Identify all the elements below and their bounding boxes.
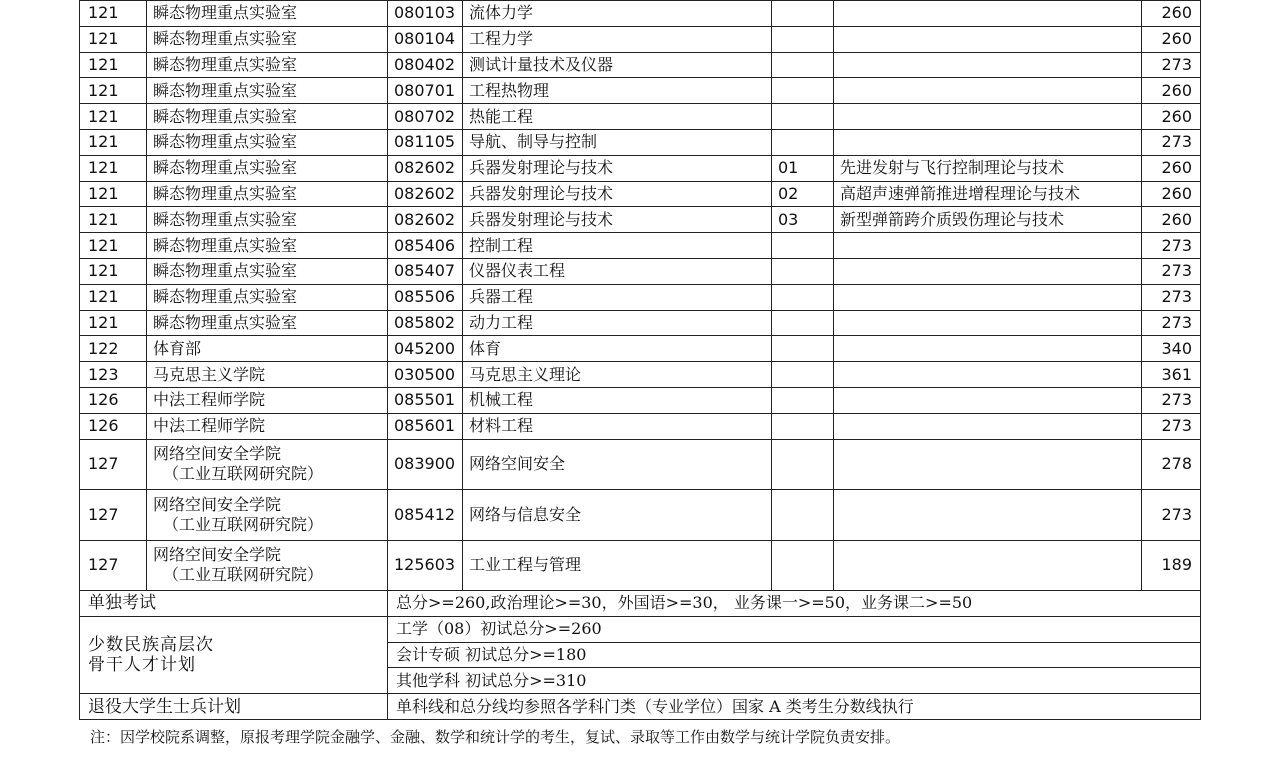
major-code: 085406 xyxy=(388,233,463,259)
unit-code: 121 xyxy=(80,78,147,104)
unit-name-line1: 网络空间安全学院 xyxy=(153,494,282,514)
minority-label-line1: 少数民族高层次 xyxy=(88,635,214,656)
direction-name xyxy=(834,233,1142,259)
score: 340 xyxy=(1142,336,1201,362)
table-row xyxy=(80,78,1201,104)
direction-name xyxy=(834,129,1142,155)
major-code: 085506 xyxy=(388,284,463,310)
table-row xyxy=(80,26,1201,52)
major-code: 085407 xyxy=(388,258,463,284)
major-name: 兵器工程 xyxy=(463,284,772,310)
major-code: 080701 xyxy=(388,78,463,104)
table-row xyxy=(80,336,1201,362)
unit-name: 瞬态物理重点实验室 xyxy=(147,233,388,259)
unit-code: 122 xyxy=(80,336,147,362)
table-row xyxy=(80,387,1201,413)
major-code: 085501 xyxy=(388,387,463,413)
table-row xyxy=(80,207,1201,233)
direction-code xyxy=(772,540,834,591)
major-code: 082602 xyxy=(388,207,463,233)
major-code: 082602 xyxy=(388,181,463,207)
score: 273 xyxy=(1142,258,1201,284)
major-name: 网络与信息安全 xyxy=(463,490,772,541)
unit-name: 体育部 xyxy=(147,336,388,362)
direction-name xyxy=(834,258,1142,284)
unit-code: 121 xyxy=(80,26,147,52)
major-code: 083900 xyxy=(388,439,463,490)
major-code: 085412 xyxy=(388,490,463,541)
unit-code: 121 xyxy=(80,129,147,155)
score: 260 xyxy=(1142,207,1201,233)
major-name: 仪器仪表工程 xyxy=(463,258,772,284)
direction-name xyxy=(834,362,1142,388)
unit-name: 瞬态物理重点实验室 xyxy=(147,207,388,233)
direction-name xyxy=(834,1,1142,27)
minority-label xyxy=(80,616,388,693)
major-name: 热能工程 xyxy=(463,104,772,130)
unit-code: 121 xyxy=(80,258,147,284)
score: 361 xyxy=(1142,362,1201,388)
unit-code: 123 xyxy=(80,362,147,388)
unit-name: 瞬态物理重点实验室 xyxy=(147,129,388,155)
table-row xyxy=(80,540,1201,591)
unit-name: 瞬态物理重点实验室 xyxy=(147,284,388,310)
major-code: 030500 xyxy=(388,362,463,388)
direction-name xyxy=(834,413,1142,439)
direction-code xyxy=(772,26,834,52)
major-code: 085802 xyxy=(388,310,463,336)
major-code: 125603 xyxy=(388,540,463,591)
score: 260 xyxy=(1142,1,1201,27)
direction-code xyxy=(772,362,834,388)
direction-code: 03 xyxy=(772,207,834,233)
score: 273 xyxy=(1142,129,1201,155)
separate-exam-row xyxy=(80,591,1201,617)
table-row xyxy=(80,490,1201,541)
table-row xyxy=(80,439,1201,490)
direction-code xyxy=(772,1,834,27)
major-code: 080402 xyxy=(388,52,463,78)
direction-code xyxy=(772,490,834,541)
direction-name xyxy=(834,439,1142,490)
major-code: 045200 xyxy=(388,336,463,362)
unit-name: 中法工程师学院 xyxy=(147,413,388,439)
table-row xyxy=(80,413,1201,439)
major-name: 材料工程 xyxy=(463,413,772,439)
score: 260 xyxy=(1142,104,1201,130)
unit-name: 瞬态物理重点实验室 xyxy=(147,52,388,78)
direction-code xyxy=(772,78,834,104)
unit-code: 127 xyxy=(80,490,147,541)
unit-code: 126 xyxy=(80,413,147,439)
major-code: 080702 xyxy=(388,104,463,130)
direction-name xyxy=(834,387,1142,413)
direction-name: 先进发射与飞行控制理论与技术 xyxy=(834,155,1142,181)
major-name: 工程力学 xyxy=(463,26,772,52)
score: 260 xyxy=(1142,78,1201,104)
score-table-body xyxy=(80,1,1201,720)
major-code: 080104 xyxy=(388,26,463,52)
unit-name: 中法工程师学院 xyxy=(147,387,388,413)
direction-code: 02 xyxy=(772,181,834,207)
unit-name-line2: （工业互联网研究院） xyxy=(163,514,324,534)
table-row xyxy=(80,52,1201,78)
table-row xyxy=(80,310,1201,336)
direction-code xyxy=(772,233,834,259)
direction-code xyxy=(772,439,834,490)
score: 260 xyxy=(1142,155,1201,181)
table-row xyxy=(80,181,1201,207)
major-code: 080103 xyxy=(388,1,463,27)
direction-name xyxy=(834,284,1142,310)
unit-name: 马克思主义学院 xyxy=(147,362,388,388)
direction-name xyxy=(834,336,1142,362)
major-name: 测试计量技术及仪器 xyxy=(463,52,772,78)
minority-label-line2: 骨干人才计划 xyxy=(88,655,196,676)
direction-code xyxy=(772,104,834,130)
direction-name xyxy=(834,540,1142,591)
major-name: 工业工程与管理 xyxy=(463,540,772,591)
unit-code: 121 xyxy=(80,52,147,78)
major-name: 兵器发射理论与技术 xyxy=(463,181,772,207)
veteran-row xyxy=(80,694,1201,720)
direction-code xyxy=(772,52,834,78)
unit-name: 瞬态物理重点实验室 xyxy=(147,155,388,181)
table-row xyxy=(80,1,1201,27)
major-name: 动力工程 xyxy=(463,310,772,336)
table-row xyxy=(80,233,1201,259)
score: 260 xyxy=(1142,181,1201,207)
score: 260 xyxy=(1142,26,1201,52)
score-line-table xyxy=(79,0,1201,720)
unit-name: 瞬态物理重点实验室 xyxy=(147,181,388,207)
unit-name-line1: 网络空间安全学院 xyxy=(153,444,282,464)
score: 273 xyxy=(1142,387,1201,413)
minority-rule: 工学（08）初试总分>=260 xyxy=(388,616,1201,642)
major-name: 兵器发射理论与技术 xyxy=(463,207,772,233)
major-code: 082602 xyxy=(388,155,463,181)
direction-code xyxy=(772,387,834,413)
separate-exam-rule: 总分>=260,政治理论>=30，外国语>=30， 业务课一>=50，业务课二>=50 xyxy=(388,591,1201,617)
unit-code: 121 xyxy=(80,310,147,336)
unit-code: 121 xyxy=(80,104,147,130)
direction-code xyxy=(772,284,834,310)
unit-name-line1: 网络空间安全学院 xyxy=(153,545,282,565)
table-row xyxy=(80,104,1201,130)
table-row xyxy=(80,258,1201,284)
score: 273 xyxy=(1142,310,1201,336)
direction-name xyxy=(834,104,1142,130)
direction-code xyxy=(772,336,834,362)
unit-name: 瞬态物理重点实验室 xyxy=(147,78,388,104)
score: 273 xyxy=(1142,52,1201,78)
major-name: 导航、制导与控制 xyxy=(463,129,772,155)
unit-code: 127 xyxy=(80,439,147,490)
major-name: 控制工程 xyxy=(463,233,772,259)
major-name: 兵器发射理论与技术 xyxy=(463,155,772,181)
major-name: 马克思主义理论 xyxy=(463,362,772,388)
unit-name: 瞬态物理重点实验室 xyxy=(147,310,388,336)
unit-code: 121 xyxy=(80,181,147,207)
direction-name xyxy=(834,78,1142,104)
direction-code xyxy=(772,310,834,336)
minority-rule: 其他学科 初试总分>=310 xyxy=(388,668,1201,694)
direction-code xyxy=(772,413,834,439)
table-row xyxy=(80,155,1201,181)
score: 278 xyxy=(1142,439,1201,490)
table-row xyxy=(80,284,1201,310)
direction-code: 01 xyxy=(772,155,834,181)
unit-code: 121 xyxy=(80,1,147,27)
minority-rule: 会计专硕 初试总分>=180 xyxy=(388,642,1201,668)
major-name: 体育 xyxy=(463,336,772,362)
score: 273 xyxy=(1142,413,1201,439)
direction-name xyxy=(834,52,1142,78)
major-code: 085601 xyxy=(388,413,463,439)
unit-name: 瞬态物理重点实验室 xyxy=(147,104,388,130)
table-row xyxy=(80,362,1201,388)
unit-code: 121 xyxy=(80,207,147,233)
score: 273 xyxy=(1142,284,1201,310)
major-name: 工程热物理 xyxy=(463,78,772,104)
direction-name: 高超声速弹箭推进增程理论与技术 xyxy=(834,181,1142,207)
major-name: 网络空间安全 xyxy=(463,439,772,490)
veteran-rule: 单科线和总分线均参照各学科门类（专业学位）国家 A 类考生分数线执行 xyxy=(388,694,1201,720)
veteran-label: 退役大学生士兵计划 xyxy=(80,694,388,720)
major-name: 机械工程 xyxy=(463,387,772,413)
direction-code xyxy=(772,258,834,284)
unit-name: 瞬态物理重点实验室 xyxy=(147,26,388,52)
direction-name: 新型弹箭跨介质毁伤理论与技术 xyxy=(834,207,1142,233)
unit-name xyxy=(147,439,388,490)
major-name: 流体力学 xyxy=(463,1,772,27)
major-code: 081105 xyxy=(388,129,463,155)
unit-code: 127 xyxy=(80,540,147,591)
direction-code xyxy=(772,129,834,155)
unit-code: 126 xyxy=(80,387,147,413)
unit-code: 121 xyxy=(80,284,147,310)
unit-name xyxy=(147,540,388,591)
score: 189 xyxy=(1142,540,1201,591)
direction-name xyxy=(834,490,1142,541)
unit-name-line2: （工业互联网研究院） xyxy=(163,565,324,585)
direction-name xyxy=(834,310,1142,336)
score: 273 xyxy=(1142,490,1201,541)
minority-row xyxy=(80,616,1201,642)
unit-code: 121 xyxy=(80,155,147,181)
table-row xyxy=(80,129,1201,155)
direction-name xyxy=(834,26,1142,52)
unit-name: 瞬态物理重点实验室 xyxy=(147,1,388,27)
unit-name: 瞬态物理重点实验室 xyxy=(147,258,388,284)
unit-name xyxy=(147,490,388,541)
separate-exam-label: 单独考试 xyxy=(80,591,388,617)
unit-name-line2: （工业互联网研究院） xyxy=(163,464,324,484)
footnote: 注：因学校院系调整，原报考理学院金融学、金融、数学和统计学的考生，复试、录取等工作由数学与统计学院负责安排。 xyxy=(90,728,901,746)
score: 273 xyxy=(1142,233,1201,259)
unit-code: 121 xyxy=(80,233,147,259)
